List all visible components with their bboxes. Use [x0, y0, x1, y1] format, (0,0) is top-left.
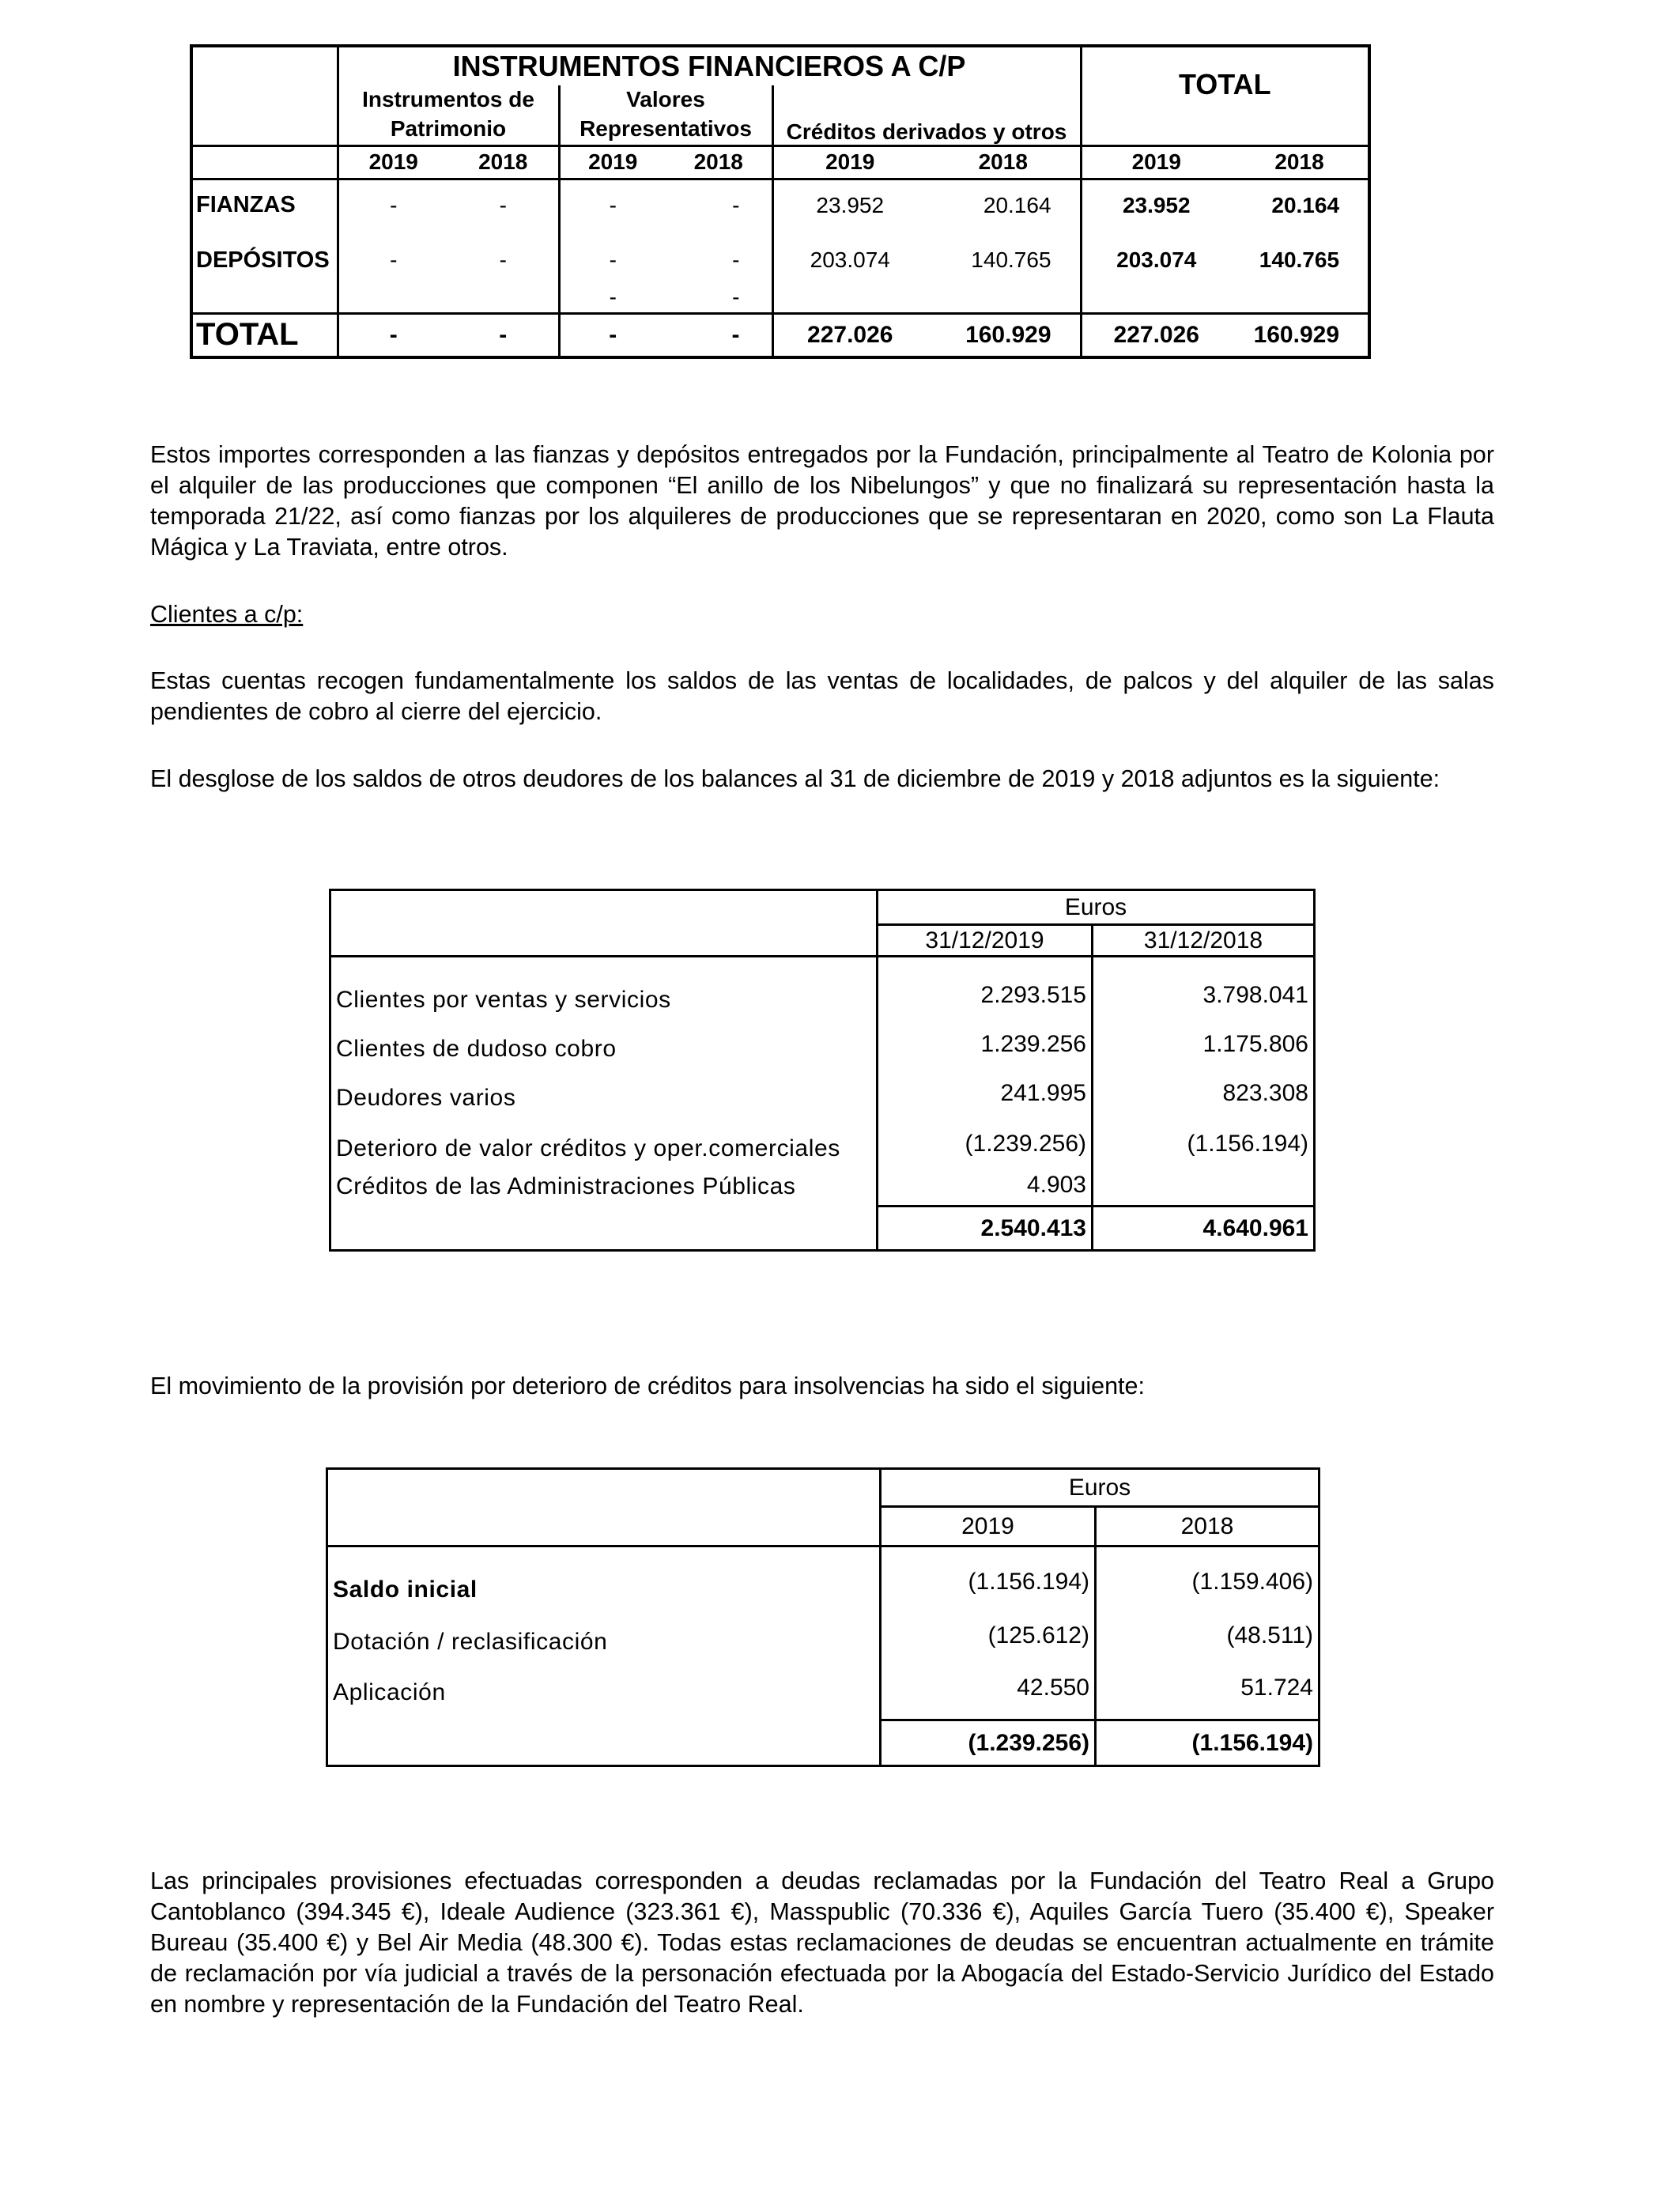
row-label-depositos: DEPÓSITOS: [191, 231, 338, 289]
year-cell: 2018: [927, 145, 1081, 179]
header-patrimonio-l2: Patrimonio: [338, 114, 559, 145]
header-valores-l1: Valores: [559, 85, 772, 114]
year-cell: 2018: [1231, 145, 1369, 179]
spacer-cell: [448, 289, 559, 313]
row-label: Saldo inicial: [333, 1576, 478, 1603]
row-label: Clientes de dudoso cobro: [336, 1035, 617, 1062]
value-cell: (1.159.406): [1096, 1546, 1319, 1607]
total-cell: (1.156.194): [1096, 1720, 1319, 1766]
value-cell: (1.156.194): [881, 1546, 1096, 1607]
total-label: TOTAL: [191, 313, 338, 357]
value-cell: [1093, 1165, 1315, 1207]
year-cell: 2019: [1081, 145, 1231, 179]
col-header-2018: 2018: [1096, 1507, 1319, 1546]
year-corner: [191, 145, 338, 179]
heading-clientes: Clientes a c/p:: [150, 601, 304, 628]
col-header-2019: 31/12/2019: [878, 925, 1093, 957]
row-label: Deudores varios: [336, 1084, 516, 1111]
col-header-2018: 31/12/2018: [1093, 925, 1315, 957]
paragraph-fianzas: Estos importes corresponden a las fianzas y depósitos entregados por la Fundación, principalmente al Teatro de Kolonia por el alquiler de las producciones que componen “El anillo de los Nibelungos” y que no finalizará su representación hasta la temporada 21/22, así como fianzas por los alquileres de producciones que se representaran en 2020, como son La Flauta Mágica y La Traviata, entre otros.: [150, 441, 1494, 561]
value-cell: 2.293.515: [878, 957, 1093, 1017]
spacer-cell: [1231, 289, 1369, 313]
value-cell: (125.612): [881, 1607, 1096, 1659]
value-cell: -: [666, 179, 772, 231]
financial-instruments-table: [190, 44, 1371, 359]
spacer-cell: [1081, 289, 1231, 313]
year-cell: 2019: [559, 145, 666, 179]
value-cell: 140.765: [927, 231, 1081, 289]
value-cell: 23.952: [772, 179, 927, 231]
paragraph-desglose: El desglose de los saldos de otros deudores de los balances al 31 de diciembre de 2019 y 2018 adjuntos es la siguiente:: [150, 765, 1440, 792]
year-cell: 2018: [448, 145, 559, 179]
debtors-breakdown-table: [329, 889, 1316, 1252]
value-cell: -: [559, 179, 666, 231]
row-label: Clientes por ventas y servicios: [336, 986, 671, 1013]
value-cell: -: [609, 285, 617, 309]
value-cell: (48.511): [1096, 1607, 1319, 1659]
value-cell: 23.952: [1081, 179, 1231, 231]
total-cell: 4.640.961: [1093, 1207, 1315, 1251]
header-creditos: Créditos derivados y otros: [786, 119, 1067, 144]
value-cell: 20.164: [927, 179, 1081, 231]
spacer-cell: [927, 289, 1081, 313]
value-cell: 203.074: [810, 247, 890, 272]
paragraph-movimiento: El movimiento de la provisión por deterioro de créditos para insolvencias ha sido el siguiente:: [150, 1373, 1145, 1399]
total-cell: -: [338, 313, 448, 357]
value-cell: -: [666, 231, 772, 289]
value-cell: -: [609, 247, 617, 272]
total-cell: 2.540.413: [878, 1207, 1093, 1251]
value-cell: 1.239.256: [878, 1017, 1093, 1066]
euros-header: Euros: [878, 890, 1315, 925]
total-cell: -: [448, 313, 559, 357]
value-cell: 1.175.806: [1093, 1017, 1315, 1066]
label-header-blank: [330, 890, 878, 957]
table1-total-header: TOTAL: [1081, 46, 1369, 145]
total-cell: 227.026: [772, 313, 927, 357]
total-cell: 227.026: [1081, 313, 1231, 357]
value-cell: 823.308: [1093, 1066, 1315, 1115]
label-header-blank: [327, 1469, 881, 1546]
row-label: Aplicación: [333, 1679, 446, 1705]
total-cell: 160.929: [927, 313, 1081, 357]
total-label-blank: [327, 1720, 881, 1766]
value-cell: 203.074: [1116, 247, 1197, 272]
value-cell: -: [390, 247, 398, 272]
row-label: Créditos de las Administraciones Públicas: [336, 1173, 796, 1199]
value-cell: 4.903: [878, 1165, 1093, 1207]
spacer-cell: [191, 289, 338, 313]
header-patrimonio-l1: Instrumentos de: [338, 85, 559, 114]
provision-movement-table: [326, 1467, 1320, 1767]
total-label-blank: [330, 1207, 878, 1251]
spacer-cell: [772, 289, 927, 313]
corner-cell: [191, 46, 338, 145]
value-cell: -: [666, 289, 772, 313]
value-cell: 51.724: [1096, 1659, 1319, 1720]
total-cell: -: [666, 313, 772, 357]
value-cell: 42.550: [881, 1659, 1096, 1720]
year-cell: 2019: [772, 145, 927, 179]
paragraph-clientes: Estas cuentas recogen fundamentalmente los saldos de las ventas de localidades, de palcos y del alquiler de las salas pendientes de cobro al cierre del ejercicio.: [150, 667, 1494, 725]
row-label: Deterioro de valor créditos y oper.comerciales: [336, 1135, 840, 1161]
value-cell: 20.164: [1231, 179, 1369, 231]
value-cell: 3.798.041: [1093, 957, 1315, 1017]
value-cell: (1.239.256): [878, 1115, 1093, 1165]
spacer-cell: [338, 289, 448, 313]
value-cell: -: [448, 179, 559, 231]
year-cell: 2019: [338, 145, 448, 179]
value-cell: -: [448, 231, 559, 289]
table1-title: INSTRUMENTOS FINANCIEROS A C/P: [452, 50, 966, 82]
total-cell: (1.239.256): [881, 1720, 1096, 1766]
value-cell: 241.995: [878, 1066, 1093, 1115]
col-header-2019: 2019: [881, 1507, 1096, 1546]
paragraph-provisiones: Las principales provisiones efectuadas corresponden a deudas reclamadas por la Fundación del Teatro Real a Grupo Cantoblanco (394.345 €), Ideale Audience (323.361 €), Masspublic (70.336 €), Aquiles García Tuero (35.400 €), Speaker Bureau (35.400 €) y Bel Air Media (48.300 €). Todas estas reclamaciones de deudas se encuentran actualmente en trámite de reclamación por vía judicial a través de la personación efectuada por la Abogacía del Estado-Servicio Jurídico del Estado en nombre y representación de la Fundación del Teatro Real.: [150, 1867, 1494, 2018]
value-cell: -: [338, 179, 448, 231]
header-valores-l2: Representativos: [559, 114, 772, 145]
euros-header: Euros: [881, 1469, 1319, 1507]
total-cell: -: [559, 313, 666, 357]
value-cell: 140.765: [1259, 247, 1340, 272]
total-cell: 160.929: [1231, 313, 1369, 357]
year-cell: 2018: [666, 145, 772, 179]
row-label-fianzas: FIANZAS: [191, 179, 338, 231]
row-label: Dotación / reclasificación: [333, 1628, 608, 1655]
value-cell: (1.156.194): [1093, 1115, 1315, 1165]
